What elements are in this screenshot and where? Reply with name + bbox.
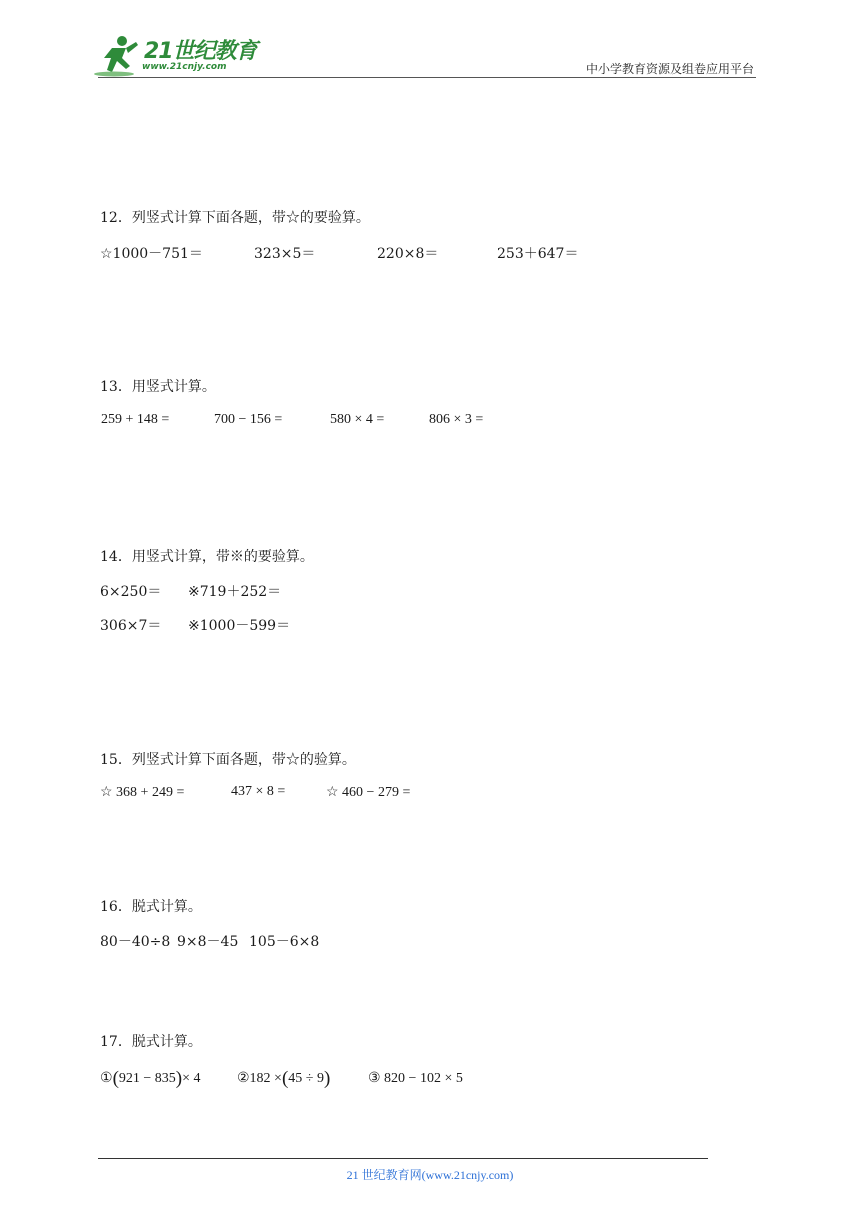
runner-logo-icon: [92, 34, 142, 78]
header-divider: [98, 77, 756, 78]
question-15-expr-2: 437 × 8 =: [231, 784, 286, 799]
logo-url: www.21cnjy.com: [142, 62, 227, 72]
question-16-expr-1: 80－40÷8: [100, 934, 171, 950]
question-17-expr-2-head: ②182 ×: [237, 1071, 282, 1086]
question-16-expr-2: 9×8－45: [177, 934, 239, 950]
question-17-expr-2: ②182 ×(45 ÷ 9): [237, 1068, 331, 1089]
question-15-expr-3: ☆ 460 − 279 =: [326, 785, 411, 800]
question-14-expr-4: ※1000－599＝: [188, 618, 291, 634]
logo-text: 21世纪教育: [144, 39, 257, 64]
question-12-expr-1: ☆1000－751＝: [100, 246, 203, 262]
question-17-expr-1-tail: × 4: [182, 1071, 201, 1086]
question-13-expr-3: 580 × 4 =: [330, 412, 385, 427]
question-17-expr-2-inner: 45 ÷ 9: [288, 1071, 324, 1086]
question-12-title: 12．列竖式计算下面各题，带☆的要验算。: [100, 210, 370, 226]
header-title: 中小学教育资源及组卷应用平台: [585, 62, 754, 76]
question-12-expr-3: 220×8＝: [377, 246, 439, 262]
question-14-expr-3: 306×7＝: [100, 618, 162, 634]
question-13-title: 13．用竖式计算。: [100, 379, 216, 395]
question-14-title: 14．用竖式计算，带※的要验算。: [100, 549, 314, 565]
question-15-expr-1: ☆ 368 + 249 =: [100, 785, 185, 800]
question-12-expr-2: 323×5＝: [254, 246, 316, 262]
question-17-expr-3: ③ 820 − 102 × 5: [368, 1071, 463, 1086]
question-17-expr-1-inner: 921 − 835: [118, 1071, 176, 1086]
question-17-expr-1: ①(921 − 835)× 4: [100, 1068, 201, 1089]
circled-1-marker: ①: [100, 1071, 113, 1086]
question-13-expr-4: 806 × 3 =: [429, 412, 484, 427]
footer-divider: [98, 1158, 708, 1159]
question-13-expr-1: 259 + 148 =: [101, 412, 170, 427]
question-13-expr-2: 700 − 156 =: [214, 412, 283, 427]
footer-link[interactable]: 21 世纪教育网(www.21cnjy.com): [346, 1168, 514, 1182]
question-14-expr-2: ※719＋252＝: [188, 584, 282, 600]
question-16-expr-3: 105－6×8: [249, 934, 320, 950]
question-15-title: 15．列竖式计算下面各题，带☆的验算。: [100, 752, 356, 768]
question-14-expr-1: 6×250＝: [100, 584, 162, 600]
question-12-expr-4: 253＋647＝: [497, 246, 579, 262]
question-16-title: 16．脱式计算。: [100, 899, 202, 915]
question-17-title: 17．脱式计算。: [100, 1034, 202, 1050]
site-logo: [92, 34, 262, 78]
